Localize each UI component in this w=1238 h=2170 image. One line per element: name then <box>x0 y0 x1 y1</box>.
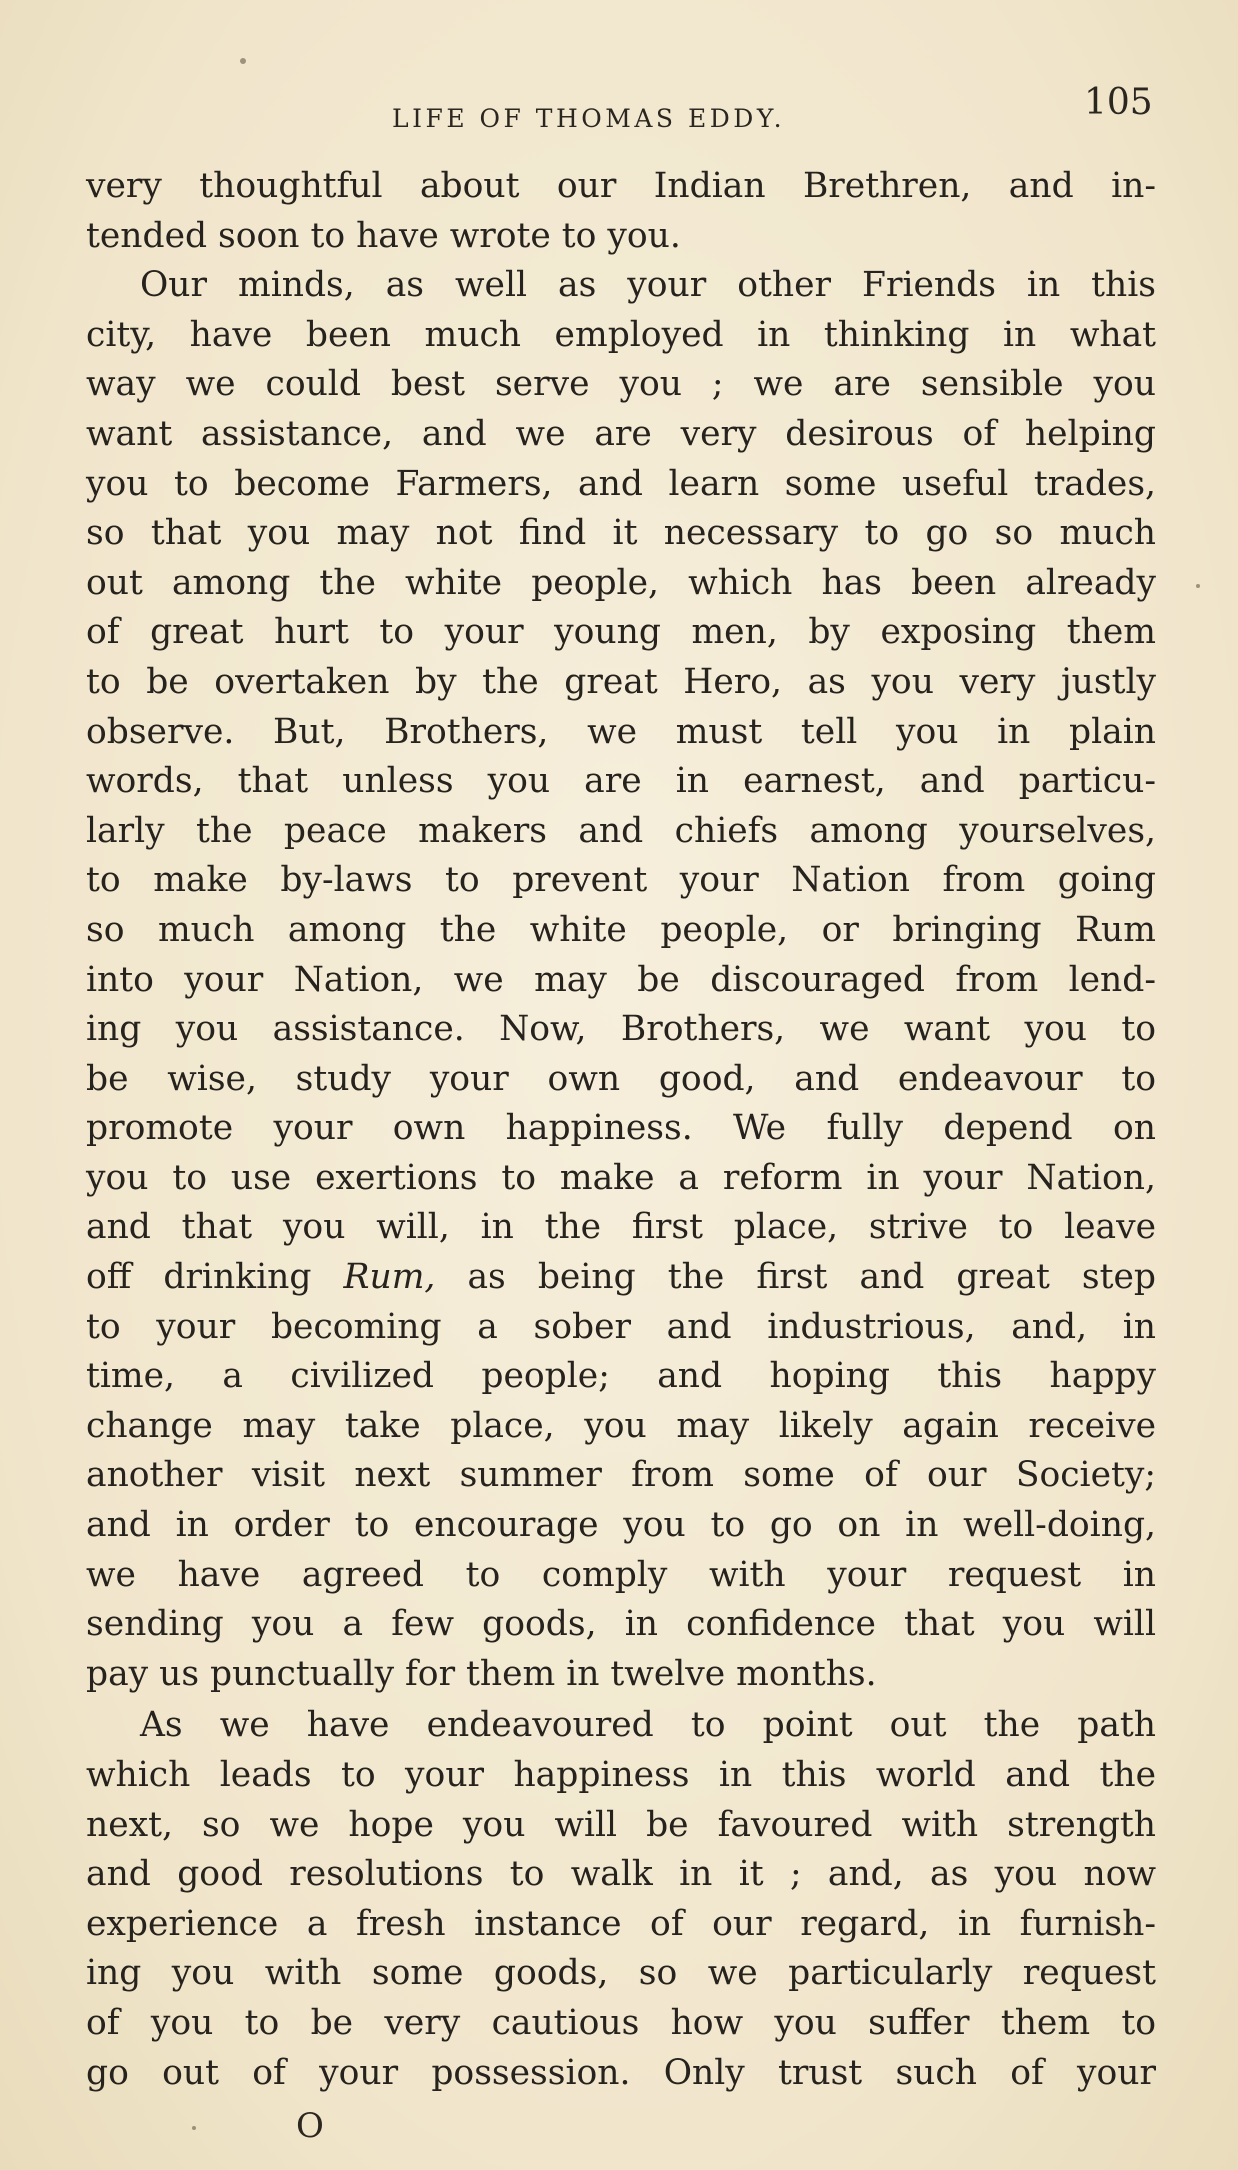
text-line: As we have endeavoured to point out the path <box>140 1705 1156 1746</box>
text-line: experience a fresh instance of our regard, in furnish- <box>86 1903 1156 1944</box>
text-line: larly the peace makers and chiefs among yourselves, <box>86 810 1156 851</box>
text-line: to be overtaken by the great Hero, as you very justly <box>86 661 1156 702</box>
text-line: next, so we hope you will be favoured with strength <box>86 1804 1156 1845</box>
signature-mark: O <box>296 2106 324 2146</box>
text-line: and that you will, in the first place, strive to leave <box>86 1207 1156 1248</box>
text-line: into your Nation, we may be discouraged from lend- <box>86 959 1156 1000</box>
text-line: city, have been much employed in thinking in what <box>86 314 1156 355</box>
text-line: pay us punctually for them in twelve months. <box>86 1653 877 1694</box>
text-line: so that you may not find it necessary to go so much <box>86 513 1156 554</box>
ink-speck <box>240 58 246 64</box>
page-number: 105 <box>1084 82 1153 123</box>
text-line: sending you a few goods, in confidence that you will <box>86 1604 1156 1645</box>
italic-word-rum: Rum, <box>343 1257 436 1298</box>
text-line: tended soon to have wrote to you. <box>86 215 681 256</box>
text-line: want assistance, and we are very desirous of helping <box>86 413 1156 454</box>
text-line: of great hurt to your young men, by exposing them <box>86 612 1156 653</box>
text-fragment: off drinking <box>86 1257 344 1298</box>
text-line: words, that unless you are in earnest, and particu- <box>86 761 1156 802</box>
text-line: and in order to encourage you to go on in well-doing, <box>86 1505 1156 1546</box>
text-line: so much among the white people, or bringing Rum <box>86 909 1156 950</box>
text-line: out among the white people, which has been already <box>86 562 1156 603</box>
text-line: another visit next summer from some of our Society; <box>86 1455 1156 1496</box>
text-line: to your becoming a sober and industrious, and, in <box>86 1306 1156 1347</box>
text-line: ing you with some goods, so we particularly request <box>86 1953 1156 1994</box>
text-line: we have agreed to comply with your request in <box>86 1554 1156 1595</box>
text-line: which leads to your happiness in this world and the <box>86 1755 1156 1795</box>
text-line: promote your own happiness. We fully depend on <box>86 1108 1156 1149</box>
text-line: very thoughtful about our Indian Brethren, and in- <box>86 166 1156 206</box>
text-line: you to become Farmers, and learn some useful trades, <box>86 463 1156 504</box>
ink-speck <box>192 2126 196 2130</box>
text-line: observe. But, Brothers, we must tell you in plain <box>86 711 1156 752</box>
text-line-rum <box>86 1253 1156 1303</box>
text-line: to make by-laws to prevent your Nation from going <box>86 860 1156 901</box>
running-head: LIFE OF THOMAS EDDY. <box>392 104 786 133</box>
page-header <box>0 82 1238 142</box>
text-line: way we could best serve you ; we are sensible you <box>86 364 1156 405</box>
text-fragment: as being the first and great step <box>435 1257 1156 1298</box>
text-line: of you to be very cautious how you suffer them to <box>86 2002 1156 2043</box>
text-line: go out of your possession. Only trust such of your <box>86 2052 1156 2093</box>
body-text <box>86 162 1156 2098</box>
text-line: Our minds, as well as your other Friends in this <box>140 265 1156 306</box>
ink-speck <box>1196 584 1200 588</box>
text-line: change may take place, you may likely again receive <box>86 1405 1156 1446</box>
text-line: be wise, study your own good, and endeavour to <box>86 1058 1156 1099</box>
text-line: time, a civilized people; and hoping this happy <box>86 1356 1156 1397</box>
text-line: you to use exertions to make a reform in your Nation, <box>86 1157 1156 1198</box>
text-line: ing you assistance. Now, Brothers, we want you to <box>86 1009 1156 1050</box>
text-line: and good resolutions to walk in it ; and, as you now <box>86 1854 1156 1895</box>
